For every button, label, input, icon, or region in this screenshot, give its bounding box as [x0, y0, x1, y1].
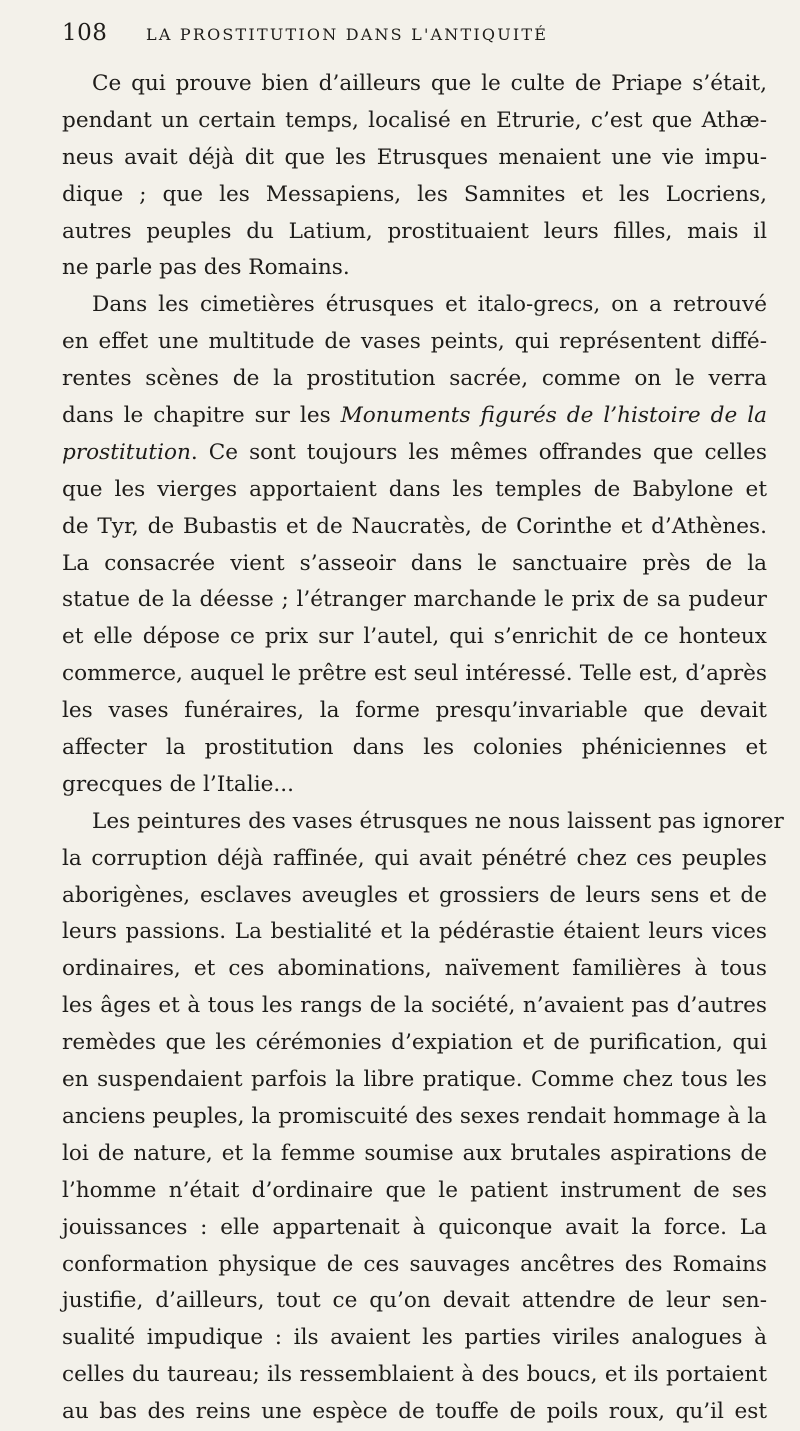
text-line: neus avait déjà dit que les Etrusques menaient une vie impu-	[62, 144, 767, 170]
text-segment: dans le chapitre sur les	[62, 403, 341, 429]
text-line: leurs passions. La bestialité et la pédérastie étaient leurs vices	[62, 919, 767, 945]
text-line: grecques de l’Italie...	[62, 771, 294, 797]
text-line: celles du taureau; ils ressemblaient à des boucs, et ils portaient	[62, 1362, 767, 1388]
text-line: remèdes que les cérémonies d’expiation et de purification, qui	[62, 1030, 767, 1056]
text-line: de Tyr, de Bubastis et de Naucratès, de Corinthe et d’Athènes.	[62, 513, 767, 539]
text-line: Ce qui prouve bien d’ailleurs que le culte de Priape s’était,	[92, 71, 767, 96]
text-line: anciens peuples, la promiscuité des sexes rendait hommage à la	[62, 1103, 767, 1129]
text-line: commerce, auquel le prêtre est seul intéressé. Telle est, d’après	[62, 661, 767, 687]
text-line: sualité impudique : ils avaient les parties viriles analogues à	[62, 1325, 767, 1351]
page-header	[62, 20, 762, 52]
text-line: rentes scènes de la prostitution sacrée, comme on le verra	[62, 366, 767, 392]
text-segment: . Ce sont toujours les mêmes offrandes que celles	[190, 439, 767, 465]
text-line	[62, 398, 767, 435]
text-line: loi de nature, et la femme soumise aux brutales aspirations de	[62, 1140, 767, 1166]
text-line: que les vierges apportaient dans les temples de Babylone et	[62, 476, 767, 502]
text-line: Dans les cimetières étrusques et italo-grecs, on a retrouvé	[92, 292, 767, 318]
text-line: ordinaires, et ces abominations, naïvement familières à tous	[62, 956, 767, 982]
text-line: dique ; que les Messapiens, les Samnites et les Locriens,	[62, 181, 767, 207]
italic-title: Monuments figurés de l’histoire de la	[340, 403, 767, 429]
text-line: et elle dépose ce prix sur l’autel, qui s’enrichit de ce honteux	[62, 624, 767, 650]
running-title: LA PROSTITUTION DANS L'ANTIQUITÉ	[146, 25, 549, 44]
text-line	[62, 435, 767, 472]
text-line: La consacrée vient s’asseoir dans le sanctuaire près de la	[62, 550, 767, 576]
text-line: aborigènes, esclaves aveugles et grossiers de leurs sens et de	[62, 882, 767, 908]
text-line: l’homme n’était d’ordinaire que le patient instrument de ses	[62, 1177, 767, 1203]
italic-title: prostitution	[62, 439, 191, 465]
text-line: les âges et à tous les rangs de la société, n’avaient pas d’autres	[62, 993, 767, 1019]
text-line: statue de la déesse ; l’étranger marchande le prix de sa pudeur	[62, 587, 767, 613]
body-text	[62, 66, 784, 1431]
text-line: affecter la prostitution dans les colonies phéniciennes et	[62, 735, 767, 761]
text-line: les vases funéraires, la forme presqu’invariable que devait	[62, 698, 767, 724]
text-line: en suspendaient parfois la libre pratique. Comme chez tous les	[62, 1067, 767, 1093]
text-line: en effet une multitude de vases peints, qui représentent diffé-	[62, 329, 767, 355]
text-line: ne parle pas des Romains.	[62, 255, 350, 281]
text-line: justifie, d’ailleurs, tout ce qu’on devait attendre de leur sen-	[62, 1288, 767, 1314]
text-line: Les peintures des vases étrusques ne nous laissent pas ignorer	[92, 808, 784, 834]
text-line: autres peuples du Latium, prostituaient leurs filles, mais il	[62, 218, 767, 244]
text-line: conformation physique de ces sauvages ancêtres des Romains	[62, 1251, 767, 1277]
text-line: jouissances : elle appartenait à quiconque avait la force. La	[62, 1214, 767, 1240]
text-line: pendant un certain temps, localisé en Etrurie, c’est que Athæ-	[62, 107, 767, 133]
text-line: la corruption déjà raffinée, qui avait pénétré chez ces peuples	[62, 845, 767, 871]
page-number: 108	[62, 20, 108, 46]
text-line: au bas des reins une espèce de touffe de poils roux, qu’il est	[62, 1399, 767, 1425]
